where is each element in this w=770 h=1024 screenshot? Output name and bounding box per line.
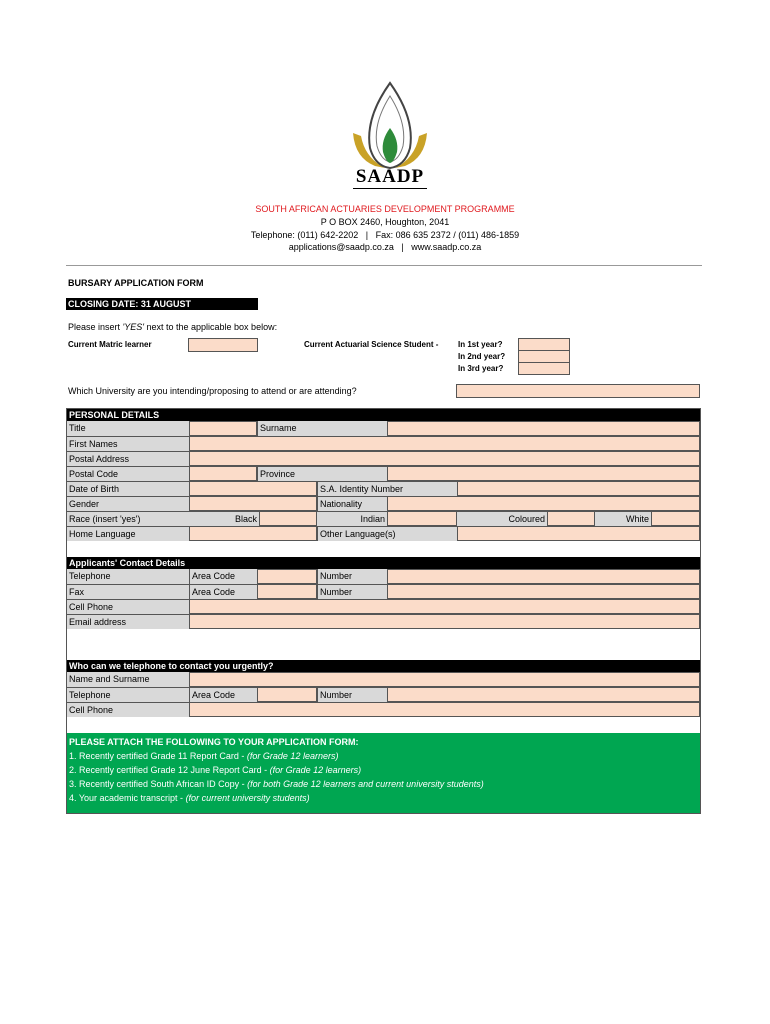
org-telephone: Telephone: (011) 642-2202 | Fax: 086 635 2372 / (011) 486-1859 [250, 230, 520, 240]
province-label: Province [257, 466, 387, 481]
personal-heading: PERSONAL DETAILS [67, 409, 700, 421]
contact-fax-area-input[interactable] [257, 584, 317, 599]
contact-fax-label: Fax [67, 584, 189, 599]
other-languages-label: Other Language(s) [317, 526, 457, 541]
contact-telephone-number-input[interactable] [387, 569, 700, 584]
race-label: Race (insert 'yes') [67, 511, 189, 526]
race-coloured-label: Coloured [457, 511, 547, 526]
id-number-label: S.A. Identity Number [317, 481, 457, 496]
title-input[interactable] [189, 421, 257, 436]
surname-label: Surname [257, 421, 387, 436]
home-language-label: Home Language [67, 526, 189, 541]
other-languages-input[interactable] [457, 526, 700, 541]
postal-code-input[interactable] [189, 466, 257, 481]
attachment-item: 2. Recently certified Grade 12 June Report Card - (for Grade 12 learners) [69, 765, 362, 775]
contact-telephone-number-label: Number [317, 569, 387, 584]
year3-input[interactable] [518, 362, 570, 375]
attachment-item: 1. Recently certified Grade 11 Report Card - (for Grade 12 learners) [69, 751, 339, 761]
dob-label: Date of Birth [67, 481, 189, 496]
contact-telephone-area-input[interactable] [257, 569, 317, 584]
title-label: Title [67, 421, 189, 436]
org-web: applications@saadp.co.za | www.saadp.co.za [288, 242, 482, 252]
home-language-input[interactable] [189, 526, 317, 541]
race-black-label: Black [189, 511, 259, 526]
dob-input[interactable] [189, 481, 317, 496]
emergency-cell-label: Cell Phone [67, 702, 189, 717]
postal-address-label: Postal Address [67, 451, 189, 466]
postal-address-input[interactable] [189, 451, 700, 466]
attachments-heading: PLEASE ATTACH THE FOLLOWING TO YOUR APPLICATION FORM: [69, 737, 359, 747]
year3-label: In 3rd year? [458, 364, 504, 373]
race-white-input[interactable] [651, 511, 700, 526]
university-input[interactable] [456, 384, 700, 398]
contact-cell-input[interactable] [189, 599, 700, 614]
contact-heading: Applicants' Contact Details [67, 557, 700, 569]
contact-fax-number-input[interactable] [387, 584, 700, 599]
race-indian-label: Indian [317, 511, 387, 526]
application-table [66, 408, 701, 814]
race-indian-input[interactable] [387, 511, 457, 526]
contact-cell-label: Cell Phone [67, 599, 189, 614]
emergency-area-input[interactable] [257, 687, 317, 702]
emergency-number-label: Number [317, 687, 387, 702]
gender-input[interactable] [189, 496, 317, 511]
surname-input[interactable] [387, 421, 700, 436]
university-question: Which University are you intending/proposing to attend or are attending? [68, 386, 357, 396]
emergency-area-label: Area Code [189, 687, 257, 702]
contact-telephone-label: Telephone [67, 569, 189, 584]
contact-email-input[interactable] [189, 614, 700, 629]
year2-label: In 2nd year? [458, 352, 506, 361]
closing-date: CLOSING DATE: 31 AUGUST [66, 298, 258, 310]
saadp-logo [345, 78, 435, 190]
contact-telephone-area-label: Area Code [189, 569, 257, 584]
org-address: P O BOX 2460, Houghton, 2041 [320, 217, 450, 227]
race-black-input[interactable] [259, 511, 317, 526]
form-title: BURSARY APPLICATION FORM [68, 278, 204, 288]
yes-instruction: Please insert 'YES' next to the applicable box below: [68, 322, 278, 332]
race-white-label: White [595, 511, 651, 526]
attachments-panel [67, 733, 700, 813]
emergency-name-label: Name and Surname [67, 672, 189, 687]
matric-input[interactable] [188, 338, 258, 352]
attachment-item: 3. Recently certified South African ID Copy - (for both Grade 12 learners and current university students) [69, 779, 484, 789]
logo-text: SAADP [355, 166, 425, 187]
postal-code-label: Postal Code [67, 466, 189, 481]
org-name: SOUTH AFRICAN ACTUARIES DEVELOPMENT PROGRAMME [255, 204, 515, 214]
id-number-input[interactable] [457, 481, 700, 496]
first-names-label: First Names [67, 436, 189, 451]
header-divider [66, 265, 702, 266]
emergency-name-input[interactable] [189, 672, 700, 687]
first-names-input[interactable] [189, 436, 700, 451]
actuarial-label: Current Actuarial Science Student - [304, 340, 439, 349]
attachment-item: 4. Your academic transcript - (for current university students) [69, 793, 310, 803]
emergency-cell-input[interactable] [189, 702, 700, 717]
emergency-heading: Who can we telephone to contact you urgently? [67, 660, 700, 672]
emergency-number-input[interactable] [387, 687, 700, 702]
race-coloured-input[interactable] [547, 511, 595, 526]
province-input[interactable] [387, 466, 700, 481]
contact-fax-area-label: Area Code [189, 584, 257, 599]
contact-fax-number-label: Number [317, 584, 387, 599]
emergency-telephone-label: Telephone [67, 687, 189, 702]
nationality-label: Nationality [317, 496, 387, 511]
logo-underline [353, 188, 427, 189]
contact-email-label: Email address [67, 614, 189, 629]
gender-label: Gender [67, 496, 189, 511]
matric-label: Current Matric learner [68, 340, 152, 349]
nationality-input[interactable] [387, 496, 700, 511]
year1-label: In 1st year? [458, 340, 503, 349]
